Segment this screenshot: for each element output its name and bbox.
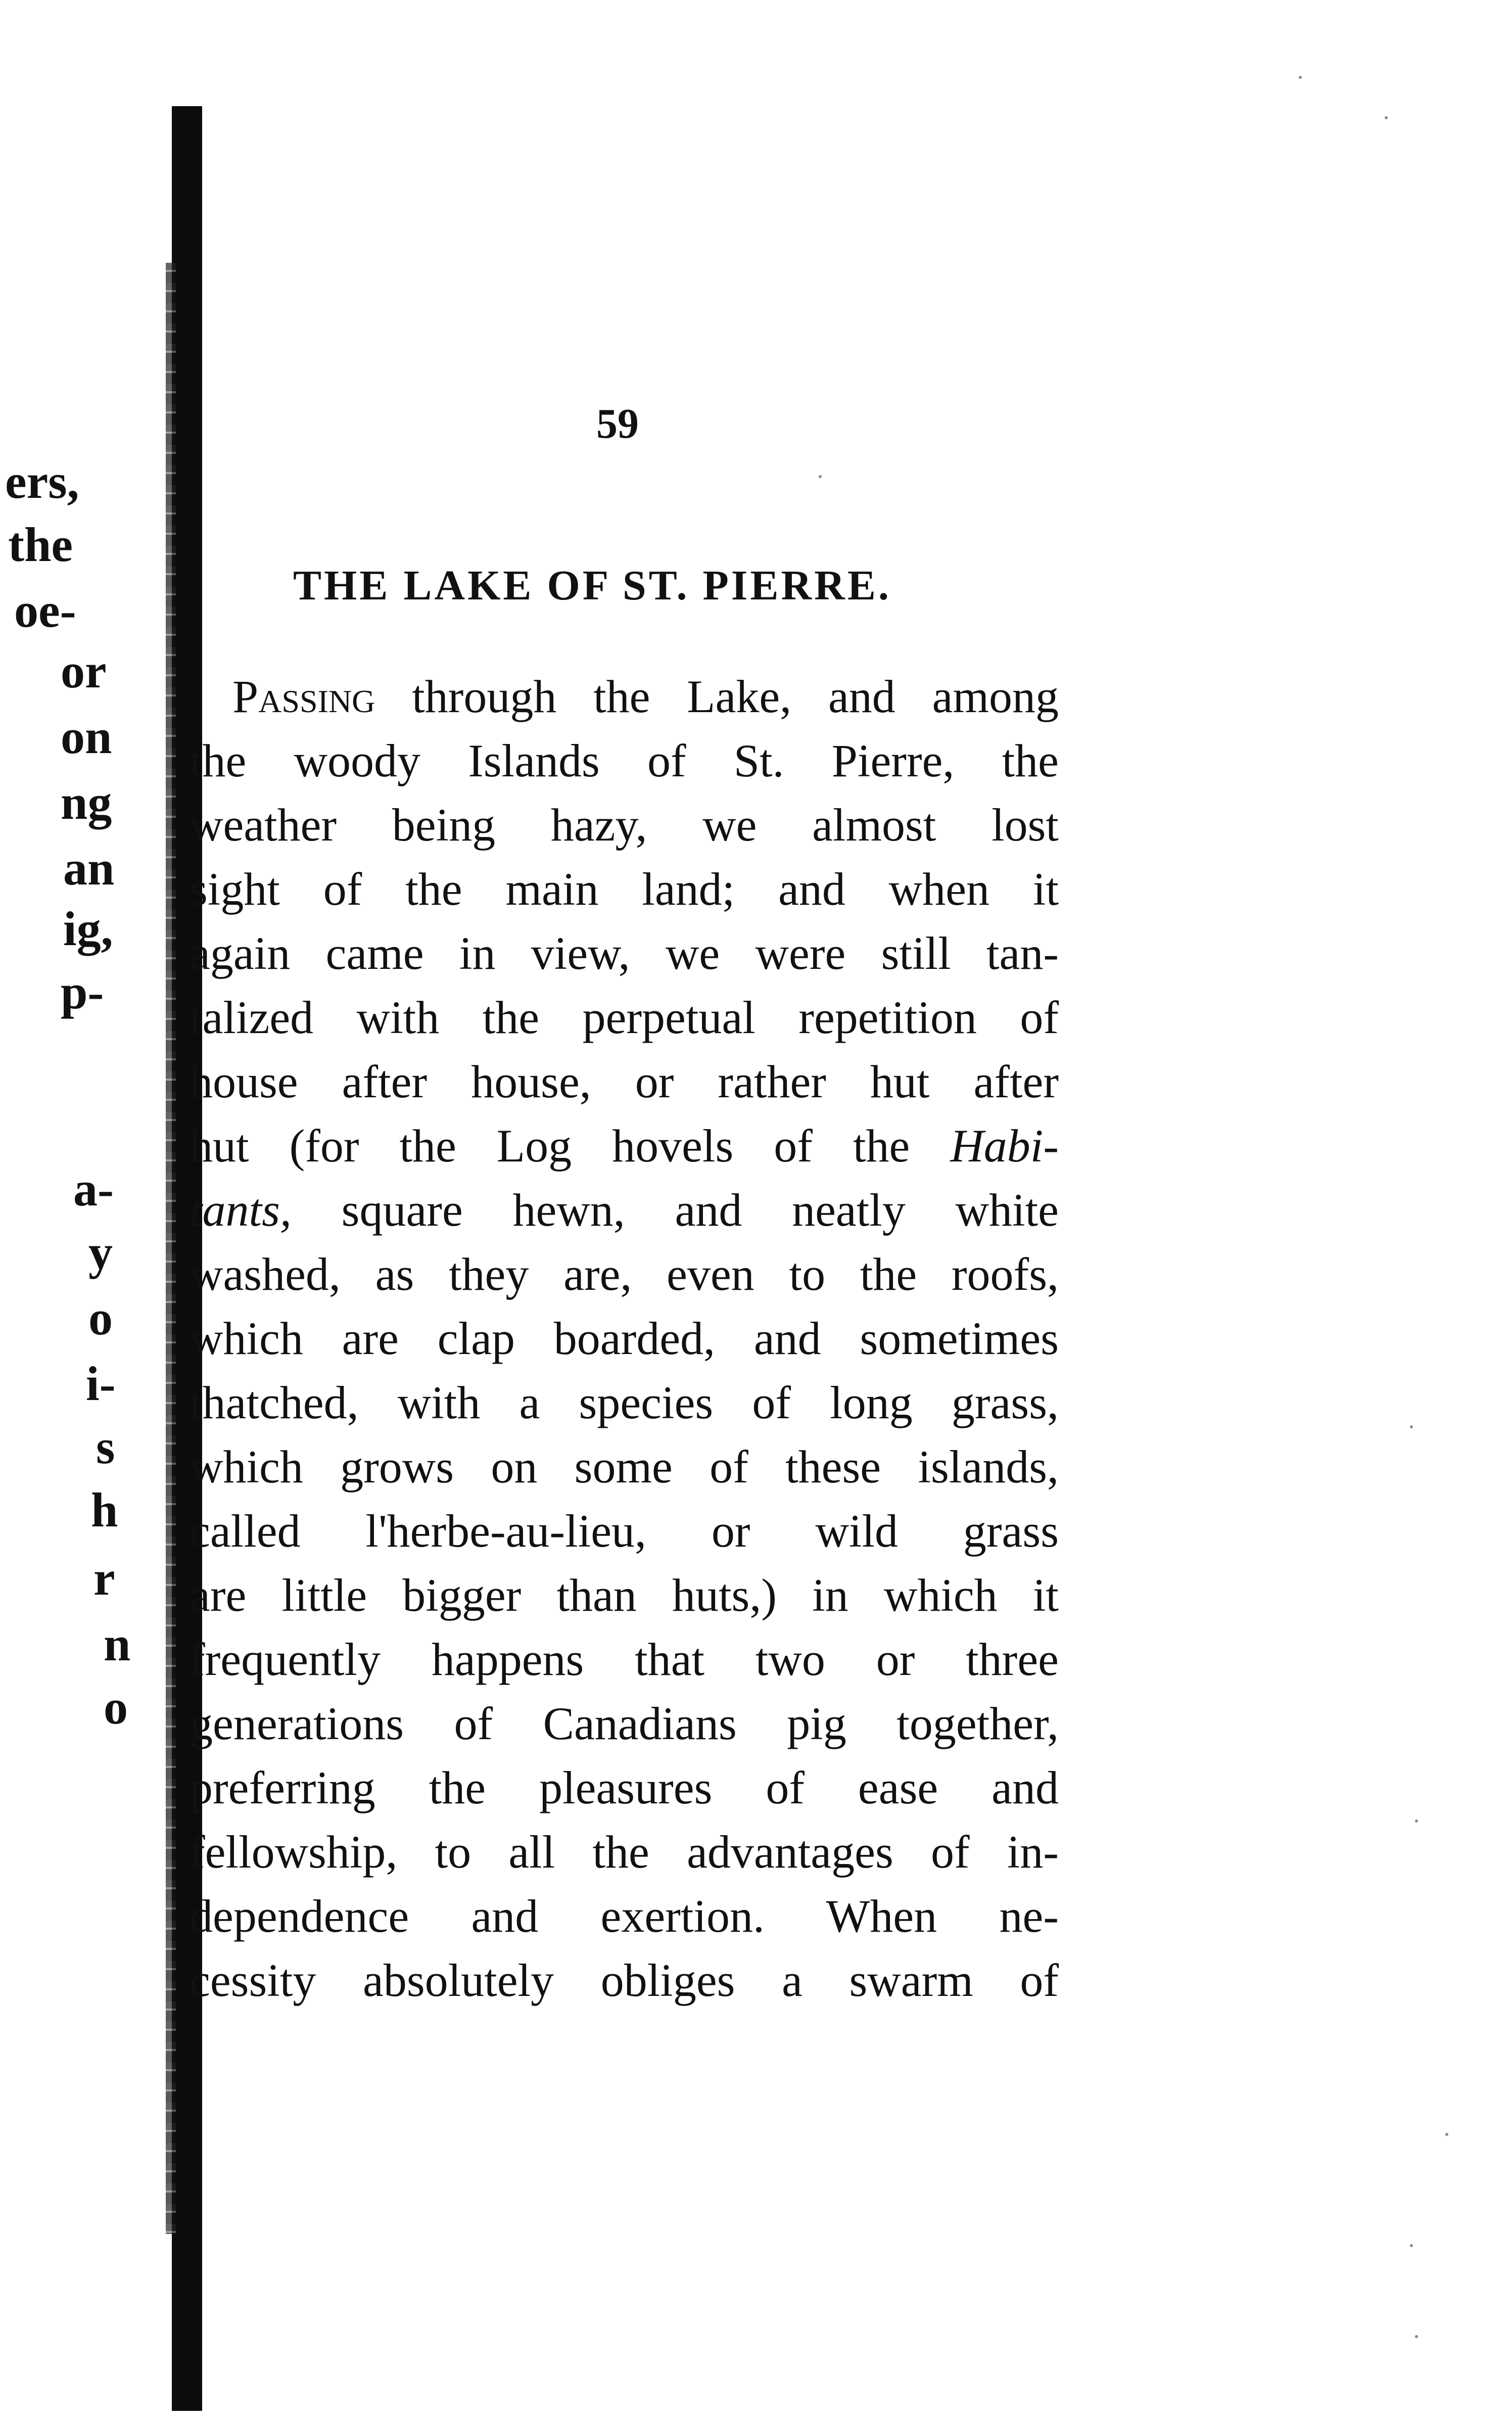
scan-speck	[819, 475, 822, 478]
body-text	[190, 665, 1059, 2013]
text-line: washed, as they are, even to the roofs,	[190, 1248, 1059, 1300]
facing-text-fragment: p-	[61, 965, 104, 1019]
text-line: house after house, or rather hut after	[190, 1056, 1059, 1107]
drop-lead-word: Passing	[232, 671, 375, 722]
text-line: sight of the main land; and when it	[190, 863, 1059, 915]
scan-speck	[1299, 76, 1302, 79]
text-line: the woody Islands of St. Pierre, the	[190, 735, 1059, 786]
facing-text-fragment: h	[91, 1483, 118, 1537]
text-line: talized with the perpetual repetition of	[190, 992, 1059, 1043]
text-line: which are clap boarded, and sometimes	[190, 1313, 1059, 1364]
facing-text-fragment: r	[93, 1551, 115, 1605]
text-line: are little bigger than huts,) in which it	[190, 1569, 1059, 1621]
text-line: hut (for the Log hovels of the Habi-	[190, 1120, 1059, 1172]
text-line: dependence and exertion. When ne-	[190, 1890, 1059, 1942]
text-line: weather being hazy, we almost lost	[190, 799, 1059, 851]
text-line: which grows on some of these islands,	[190, 1441, 1059, 1493]
text-line: fellowship, to all the advantages of in-	[190, 1826, 1059, 1878]
facing-text-fragment: y	[88, 1225, 113, 1279]
facing-text-fragment: ers,	[5, 454, 79, 508]
scan-speck	[1415, 2335, 1418, 2338]
facing-text-fragment: oe-	[14, 583, 76, 637]
binding-spine-edge	[166, 263, 176, 2234]
facing-text-fragment: an	[63, 841, 115, 895]
chapter-title: THE LAKE OF ST. PIERRE.	[293, 562, 891, 609]
facing-text-fragment: ig,	[63, 902, 113, 956]
facing-text-fragment: the	[8, 518, 73, 572]
text-line: cessity absolutely obliges a swarm of	[190, 1954, 1059, 2006]
italic-word: Habi-	[950, 1120, 1059, 1172]
text-line: generations of Canadians pig together,	[190, 1698, 1059, 1749]
scan-speck	[1410, 1425, 1413, 1428]
page-number: 59	[596, 400, 639, 447]
text-line: tants, square hewn, and neatly white	[190, 1184, 1059, 1236]
scan-speck	[1415, 1820, 1418, 1823]
facing-text-fragment: on	[61, 710, 112, 764]
facing-text-fragment: ng	[61, 775, 112, 829]
facing-text-fragment: o	[88, 1291, 113, 1345]
scan-speck	[1445, 2133, 1448, 2136]
facing-text-fragment: i-	[86, 1357, 116, 1411]
facing-text-fragment: or	[61, 644, 107, 698]
italic-word: tants,	[190, 1184, 292, 1236]
text-line: again came in view, we were still tan-	[190, 927, 1059, 979]
facing-text-fragment: o	[104, 1680, 128, 1734]
text-line: preferring the pleasures of ease and	[190, 1762, 1059, 1813]
text-line: thatched, with a species of long grass,	[190, 1377, 1059, 1428]
facing-text-fragment: n	[104, 1617, 131, 1671]
facing-text-fragment: a-	[73, 1162, 114, 1216]
facing-text-fragment: s	[96, 1420, 115, 1474]
scan-speck	[1410, 2244, 1413, 2247]
text-line: frequently happens that two or three	[190, 1634, 1059, 1685]
text-line: Passing through the Lake, and among	[232, 671, 1059, 722]
text-line: called l'herbe-au-lieu, or wild grass	[190, 1505, 1059, 1557]
facing-page-fragment	[0, 0, 162, 2423]
scan-speck	[1385, 116, 1388, 119]
